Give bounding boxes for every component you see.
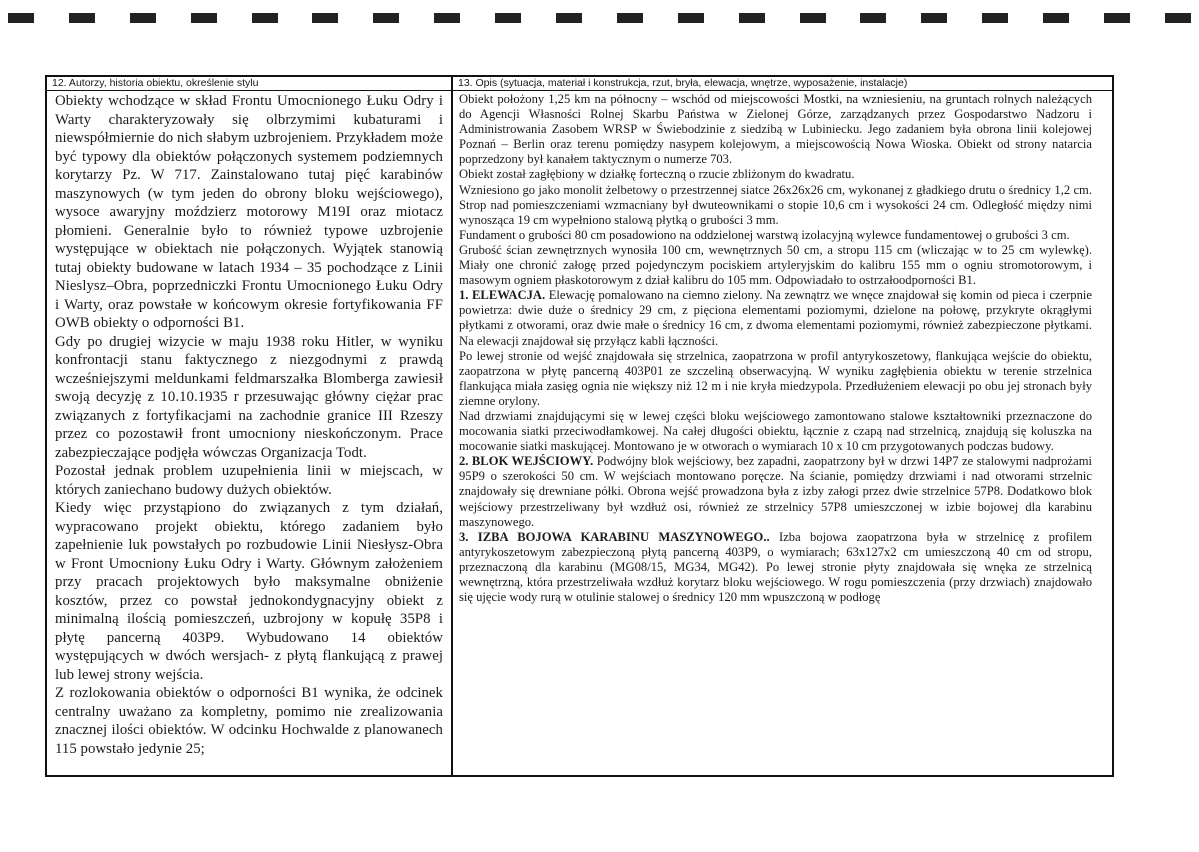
history-text	[47, 91, 451, 758]
description-paragraph: Wzniesiono go jako monolit żelbetowy o przestrzennej siatce 26x26x26 cm, wykonanej z gładkiego drutu o średnicy 1,2 cm. Strop nad pomieszczeniami wzmacniany był dwuteownikami o stopie 10,6 cm i wysokości 24 cm. Odległość między nimi wynosząca 19 cm wypełniono stalową płytką o grubości 3 mm.	[459, 182, 1092, 227]
section-title-blok-wejsciowy: 2. BLOK WEJŚCIOWY.	[459, 454, 594, 469]
history-column	[47, 77, 453, 775]
history-column-header: 12. Autorzy, historia obiektu, określenie stylu	[47, 77, 451, 91]
history-paragraph: Kiedy więc przystąpiono do związanych z tym działań, wypracowano projekt obiektu, którego zadaniem było zapełnienie luk powstałych po rozbudowie Linii Niesłysz-Obra w Front Umocniony Łuku Odry i Warty. Głównym założeniem przy pracach projektowych było maksymalne obniżenie kosztów, przez co powstał jednokondygnacyjny obiekt z minimalną ilością pomieszczeń, uzbrojony w kopułę 35P8 i płytę pancerną 403P9. Wybudowano 14 obiektów występujących w dwóch wersjach- z płytą flankującą z prawej lub lewej strony wejścia.	[55, 500, 443, 683]
description-paragraph: Nad drzwiami znajdującymi się w lewej części bloku wejściowego zamontowano stalowe kształtowniki przeznaczone do mocowania siatki przeciwodłamkowej. Na całej długości obiektu, łącznie z czapą nad strzelnicą, znajdują się koluszka na mocowanie siatki maskującej. Montowano je w otworach o wymiarach 10 x 10 cm przygotowanych podczas budowy.	[459, 408, 1092, 454]
description-paragraph: 1. ELEWACJA. Elewację pomalowano na ciemno zielony. Na zewnątrz we wnęce znajdował się komin od pieca i czerpnie powietrza: dwie duże o średnicy 29 cm, z pięciona elementami poziomymi, dzielone na połowę, przykryte okrągłymi płytkami z otworami, oraz dwie małe o średnicy 16 cm, z dwoma elementami poziomymi, również zabezpieczone płytkami. Na elewacji znajdował się przyłącz kabli łączności.	[459, 288, 1092, 348]
description-column-header: 13. Opis (sytuacja, materiał i konstrukcja, rzut, bryła, elewacja, wnętrze, wyposażenie, instalacje)	[453, 77, 1112, 91]
history-paragraph: Obiekty wchodzące w skład Frontu Umocnionego Łuku Odry i Warty charakteryzowały się olbrzymimi kubaturami i niewspółmiernie do nich słabym uzbrojeniem. Przykładem może być typowy dla obiektów połączonych systemem podziemnych korytarzy Pz. W 717. Zainstalowano tutaj pięć karabinów maszynowych (w tym jeden do obrony bloku wejściowego), wysoce awaryjny moździerz motorowy M19I oraz miotacz płomieni. Generalnie było to również typowe uzbrojenie występujące w obiektach nie połączonych. Wyjątek stanowią tutaj obiekty budowane w latach 1934 – 35 pochodzące z Linii Nieslysz–Obra, poprzedniczki Frontu Umocnionego Łuku Odry i Warty, oraz powstałe w końcowym okresie fortyfikowania FF OWB obiekty o odporności B1.	[55, 93, 443, 331]
description-text	[453, 91, 1112, 605]
description-paragraph: 2. BLOK WEJŚCIOWY. Podwójny blok wejściowy, bez zapadni, zaopatrzony był w drzwi 14P7 ze stalowymi nadprożami 95P9 o szerokości 50 cm. W wejściach montowano poręcze. Na ścianie, pomiędzy drzwiami i nad otworami strzelnic znajdowały się drewniane półki. Obrona wejść prowadzona była z izby załogi przez dwie strzelnice 57P8. Dodatkowo blok wejściowy przestrzeliwany był wzdłuż osi, również ze strzelnicy 57P8 umieszczonej w izbie bojowej dla karabinu maszynowego.	[459, 454, 1092, 529]
history-paragraph: Gdy po drugiej wizycie w maju 1938 roku Hitler, w wyniku konfrontacji stanu faktycznego z niezgodnymi z prawdą wcześniejszymi meldunkami feldmarszałka Blomberga zawiesił swoją decyzję z 10.10.1935 r przesuwając główny ciężar prac związanych z fortyfikacjami na zachodnie granice III Rzeszy przez co pozostawił front umocniony nieskończonym. Prace zabezpieczające podjęła wówczas Organizacja Todt.	[55, 333, 443, 461]
binder-holes	[0, 13, 1199, 23]
description-paragraph: Po lewej stronie od wejść znajdowała się strzelnica, zaopatrzona w profil antyrykoszetowy, flankująca wejście do obiektu, zaopatrzona w płytę pancerną 403P01 ze szczeliną obserwacyjną. W wyniku zagłębienia obiektu w terenie strzelnica flankująca miała zasięg ognia nie większy niż 12 m i nie kryła miedzypola. Przedłużeniem elewacji po obu jej stronach były ziemne orylony.	[459, 348, 1092, 408]
description-paragraph: Obiekt został zagłębiony w działkę forteczną o rzucie zbliżonym do kwadratu.	[459, 167, 855, 182]
history-paragraph: Pozostał jednak problem uzupełnienia linii w miejscach, w których zaniechano budowy dużych obiektów.	[55, 463, 443, 498]
description-paragraph: 3. IZBA BOJOWA KARABINU MASZYNOWEGO.. Izba bojowa zaopatrzona była w strzelnicę z profilem antyrykoszetowym zabezpieczoną płytą pancerną 403P9, o wymiarach; 63x127x2 cm umieszczoną 40 cm od stropu, przeznaczoną dla karabinu (MG08/15, MG34, MG42). Po lewej stronie płyty znajdowała się wnęka ze strzelnicą wewnętrzną, która przestrzeliwała wzdłuż korytarz bloku wejściowego. W rogu pomieszczenia (przy drzwiach) znajdowało się ujęcie wody rurą w otulinie stalowej o średnicy 120 mm wpuszczoną w podłogę	[459, 529, 1092, 605]
history-paragraph: Z rozlokowania obiektów o odporności B1 wynika, że odcinek centralny uważano za kompletny, pomimo nie zrealizowania znacznej ilości obiektów. W odcinku Hochwalde z planowanech 115 powstało jedynie 25;	[55, 685, 443, 757]
description-paragraph: Fundament o grubości 80 cm posadowiono na oddzielonej warstwą izolacyjną wylewce fundamentowej o grubości 3 cm.	[459, 227, 1070, 242]
description-column	[453, 77, 1112, 775]
description-paragraph: Grubość ścian zewnętrznych wynosiła 100 cm, wewnętrznych 50 cm, a stropu 115 cm (wliczając w to 25 cm wylewkę). Miały one chronić załogę przed pojedynczym pociskiem artyleryjskim do kalibru 155 mm o ogniu stromotorowym, i masowym ogniem płaskotorowym z dział kalibru do 105 mm. Odpowiadało to ostrzałoodporności B1.	[459, 242, 1092, 288]
section-title-izba-bojowa: 3. IZBA BOJOWA KARABINU MASZYNOWEGO..	[459, 529, 770, 544]
description-paragraph: Obiekt położony 1,25 km na północny – wschód od miejscowości Mostki, na wzniesieniu, na gruntach rolnych należących do Agencji Własności Rolnej Skarbu Państwa w Zielonej Górze, zarządzanych przez Gospodarstwo Nadzoru i Administrowania Zasobem WRSP w Świebodzinie z siedzibą w Lubiniecku. Jego zadaniem była obrona linii kolejowej Poznań – Berlin oraz terenu pomiędzy nasypem kolejowym, a miejscowością Nowa Wioska. Obiekt od strony natarcia poprzedzony był kanałem taktycznym o numerze 703.	[459, 92, 1092, 167]
section-title-elewacja: 1. ELEWACJA.	[459, 288, 546, 303]
form-table	[45, 75, 1114, 777]
